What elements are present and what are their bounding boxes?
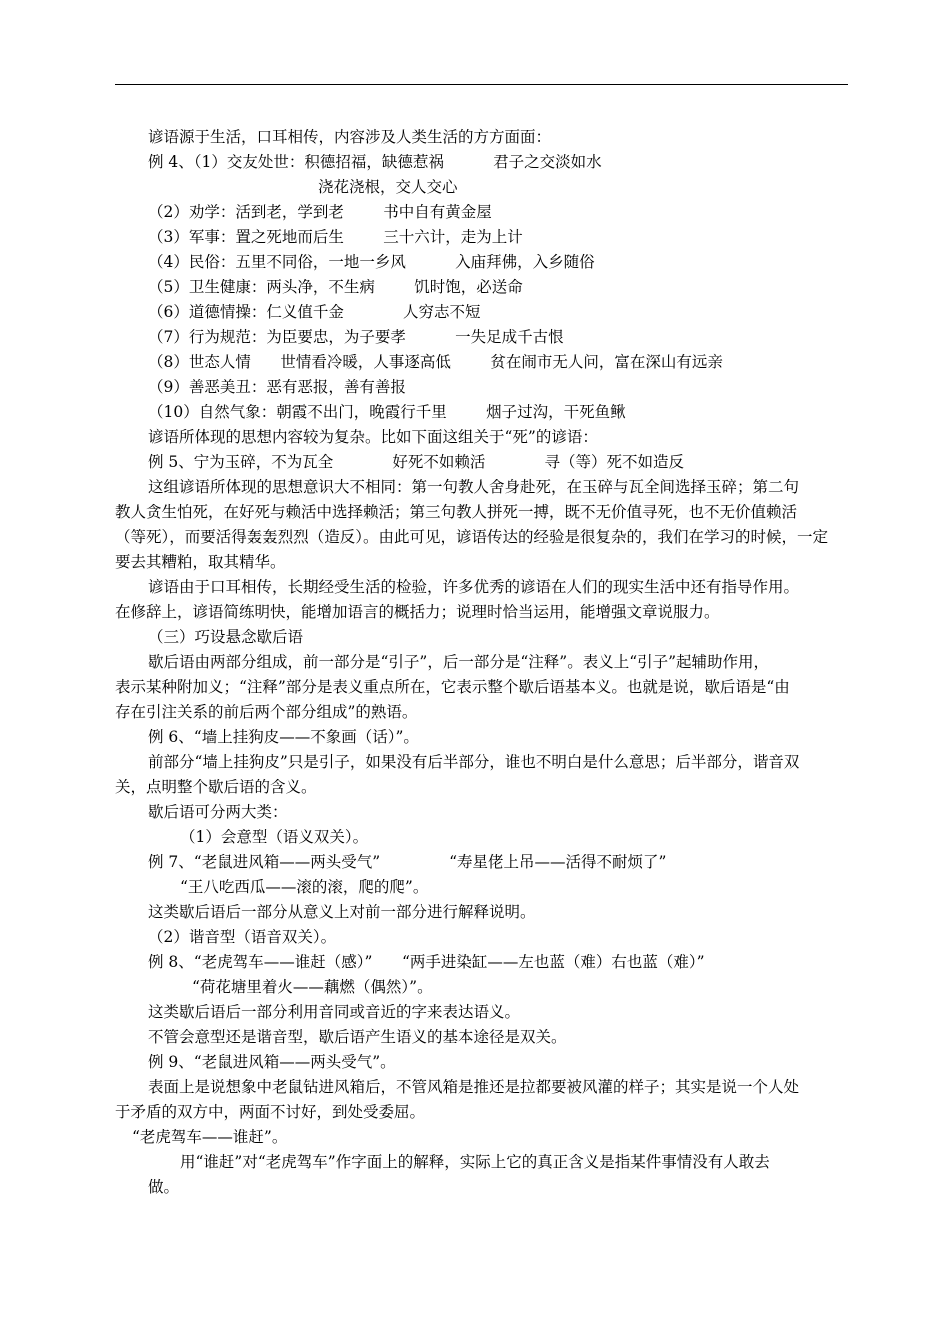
text-line: 谚语源于生活，口耳相传，内容涉及人类生活的方方面面：	[148, 128, 552, 146]
text-line: 歇后语可分两大类：	[148, 803, 288, 821]
text-line: 浇花浇根，交人交心	[318, 178, 458, 196]
text-line: 表示某种附加义；“注释”部分是表义重点所在，它表示整个歇后语基本义。也就是说，歇后语是“由	[115, 678, 790, 696]
header-rule	[115, 84, 848, 85]
text-line: 存在引注关系的前后两个部分组成”的熟语。	[115, 703, 418, 721]
text-line: 例 7、“老鼠进风箱——两头受气” “寿星佬上吊——活得不耐烦了”	[148, 853, 667, 871]
text-line: （7）行为规范：为臣要忠，为子要孝 一失足成千古恨	[148, 328, 564, 346]
text-line: 用“谁赶”对“老虎驾车”作字面上的解释，实际上它的真正含义是指某件事情没有人敢去	[180, 1153, 770, 1171]
text-line: （4）民俗：五里不同俗，一地一乡风 入庙拜佛，入乡随俗	[148, 253, 595, 271]
text-line: 关，点明整个歇后语的含义。	[115, 778, 317, 796]
text-line: 于矛盾的双方中，两面不讨好，到处受委屈。	[115, 1103, 426, 1121]
text-line: （6）道德情操：仁义值千金 人穷志不短	[148, 303, 481, 321]
text-line: “老虎驾车——谁赶”。	[132, 1128, 288, 1146]
text-line: 不管会意型还是谐音型，歇后语产生语义的基本途径是双关。	[148, 1028, 567, 1046]
text-line: （5）卫生健康：两头净，不生病 饥时饱，必送命	[148, 278, 523, 296]
text-line: 教人贪生怕死，在好死与赖活中选择赖活；第三句教人拼死一搏，既不无价值寻死，也不无价值赖活	[115, 503, 798, 521]
text-line: 例 6、“墙上挂狗皮——不象画（话）”。	[148, 728, 419, 746]
text-line: （10）自然气象：朝霞不出门，晚霞行千里 烟子过沟，干死鱼鳅	[148, 403, 626, 421]
text-line: “王八吃西瓜——滚的滚，爬的爬”。	[180, 878, 429, 896]
text-line: （8）世态人情 世情看冷暖，人事逐高低 贫在闹市无人问，富在深山有远亲	[148, 353, 723, 371]
text-line: 谚语所体现的思想内容较为复杂。比如下面这组关于“死”的谚语：	[148, 428, 598, 446]
text-line: 例 4、（1）交友处世：积德招福，缺德惹祸 君子之交淡如水	[148, 153, 602, 171]
text-line: （9）善恶美丑：恶有恶报，善有善报	[148, 378, 406, 396]
text-line: 谚语由于口耳相传，长期经受生活的检验，许多优秀的谚语在人们的现实生活中还有指导作用。	[148, 578, 800, 596]
text-line: 例 5、宁为玉碎，不为瓦全 好死不如赖活 寻（等）死不如造反	[148, 453, 685, 471]
text-line: “荷花塘里着火——藕燃（偶然）”。	[192, 978, 433, 996]
text-line: 歇后语由两部分组成，前一部分是“引子”，后一部分是“注释”。表义上“引子”起辅助作用，	[148, 653, 770, 671]
text-line: （2）谐音型（语音双关）。	[148, 928, 337, 946]
text-line: 要去其糟粕，取其精华。	[115, 553, 286, 571]
text-line: （等死），而要活得轰轰烈烈（造反）。由此可见，谚语传达的经验是很复杂的，我们在学习的时候，一定	[115, 528, 829, 546]
text-line: 前部分“墙上挂狗皮”只是引子，如果没有后半部分，谁也不明白是什么意思；后半部分，谐音双	[148, 753, 800, 771]
text-line: 在修辞上，谚语简练明快，能增加语言的概括力；说理时恰当运用，能增强文章说服力。	[115, 603, 720, 621]
text-line: 例 9、“老鼠进风箱——两头受气”。	[148, 1053, 396, 1071]
text-line: 做。	[148, 1178, 180, 1196]
text-line: 表面上是说想象中老鼠钻进风箱后，不管风箱是推还是拉都要被风灌的样子；其实是说一个人处	[148, 1078, 800, 1096]
text-line: 这组谚语所体现的思想意识大不相同：第一句教人舍身赴死，在玉碎与瓦全间选择玉碎；第二句	[148, 478, 800, 496]
text-line: 这类歇后语后一部分从意义上对前一部分进行解释说明。	[148, 903, 536, 921]
text-line: 这类歇后语后一部分利用音同或音近的字来表达语义。	[148, 1003, 521, 1021]
text-line: 例 8、“老虎驾车——谁赶（感）” “两手进染缸——左也蓝（难）右也蓝（难）”	[148, 953, 705, 971]
text-line: （2）劝学：活到老，学到老 书中自有黄金屋	[148, 203, 492, 221]
text-line: （1）会意型（语义双关）。	[180, 828, 369, 846]
section-heading: （三）巧设悬念歇后语	[148, 628, 304, 646]
text-line: （3）军事：置之死地而后生 三十六计，走为上计	[148, 228, 523, 246]
